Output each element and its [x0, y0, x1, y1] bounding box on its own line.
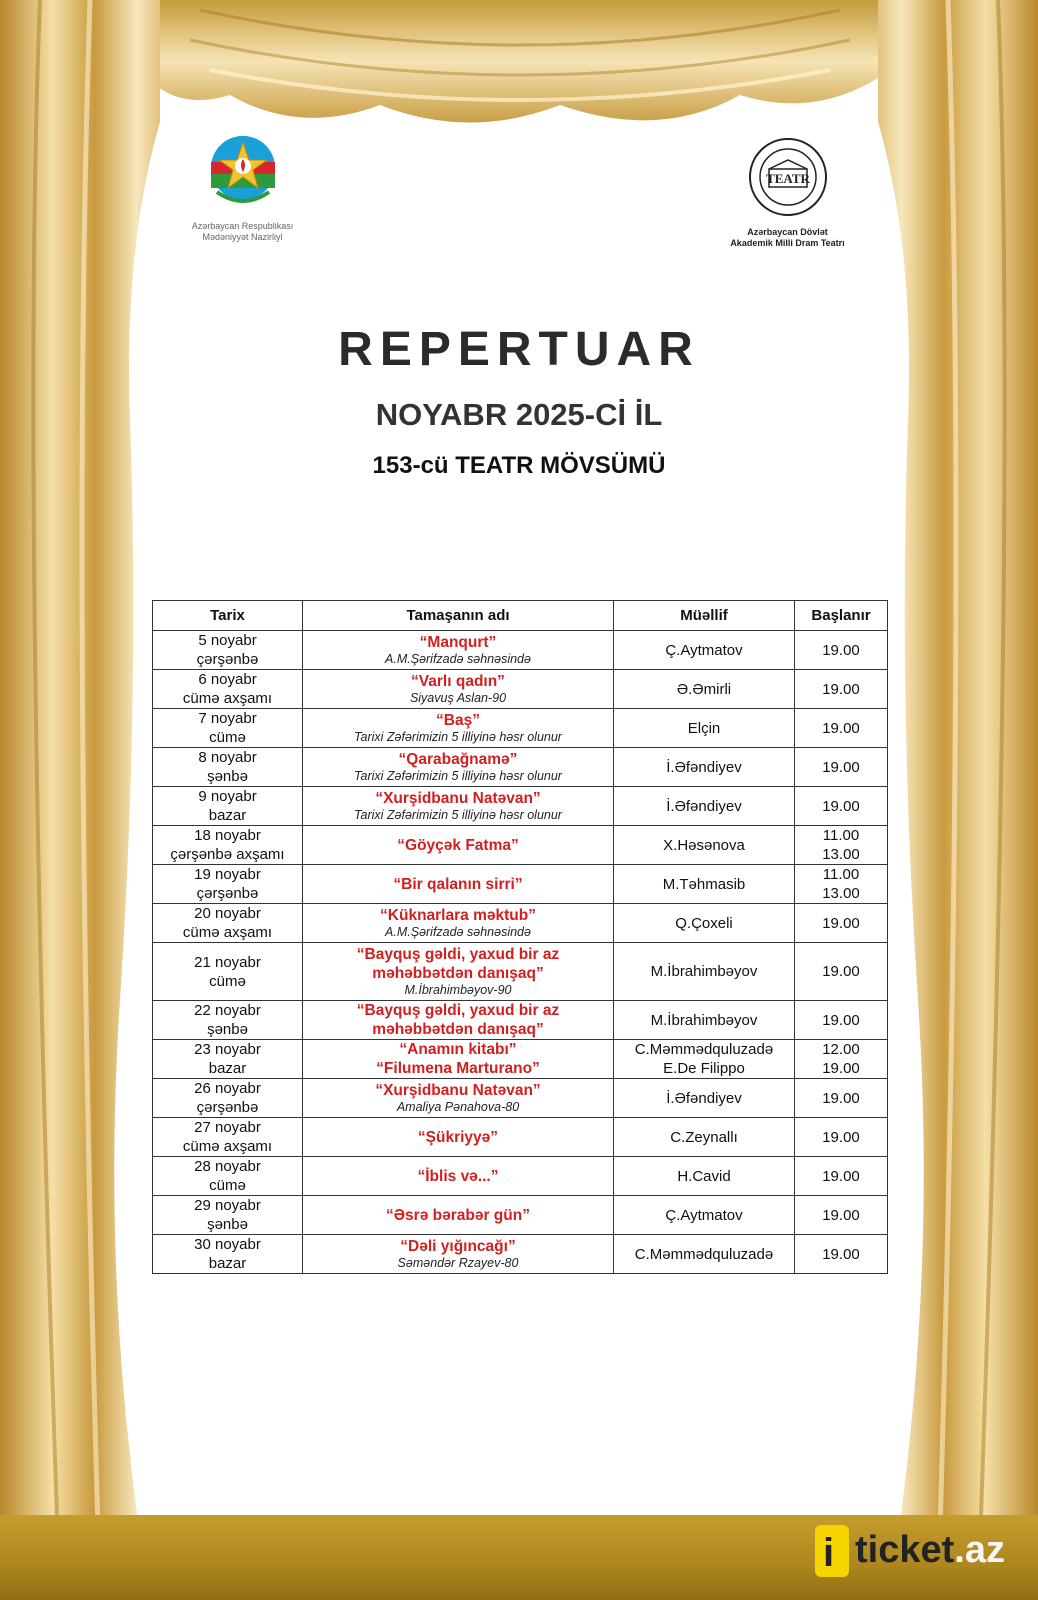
column-header-title: Tamaşanın adı [303, 601, 614, 631]
title-cell [303, 943, 614, 1001]
author-name: İ.Əfəndiyev [666, 758, 742, 776]
table-row [153, 748, 888, 787]
start-time: 19.00 [822, 914, 860, 932]
title-cell [303, 1079, 614, 1118]
author-cell [614, 1157, 795, 1196]
title-cell [303, 631, 614, 670]
start-time: 19.00 [822, 1128, 860, 1146]
start-time: 19.00 [822, 963, 860, 980]
play-note: Tarixi Zəfərimizin 5 illiyinə həsr olunur [354, 808, 562, 822]
curtain-right [878, 0, 1038, 1600]
weekday-text: cümə [209, 729, 246, 746]
play-title: “Şükriyyə” [417, 1128, 499, 1146]
play-note: Tarixi Zəfərimizin 5 illiyinə həsr olunur [354, 769, 562, 783]
date-cell [153, 904, 303, 943]
ministry-caption-line1: Azərbaycan Respublikası [191, 221, 294, 231]
play-title: “Xurşidbanu Natəvan” [375, 1082, 541, 1099]
title-cell [303, 865, 614, 904]
iticket-tld: .az [954, 1529, 1005, 1571]
play-note: Amaliya Pənahova-80 [396, 1100, 520, 1114]
table-row [153, 631, 888, 670]
start-time-cell [795, 1001, 888, 1040]
play-title: “Dəli yığıncağı” [400, 1238, 516, 1255]
weekday-text: şənbə [207, 1216, 248, 1233]
title-cell [303, 1001, 614, 1040]
title-cell [303, 1157, 614, 1196]
author-name: Ç.Aytmatov [665, 1206, 743, 1224]
author-cell [614, 1001, 795, 1040]
date-cell [153, 943, 303, 1001]
author-name: İ.Əfəndiyev [666, 797, 742, 815]
table-row [153, 787, 888, 826]
play-title: “Anamın kitabı” [399, 1041, 517, 1058]
start-time-cell [795, 1157, 888, 1196]
table-body [153, 631, 888, 1274]
date-text: 7 noyabr [198, 710, 257, 727]
date-cell [153, 865, 303, 904]
weekday-text: çərşənbə axşamı [170, 846, 285, 863]
table-row [153, 826, 888, 865]
weekday-text: çərşənbə [196, 1099, 259, 1116]
play-title: “Varlı qadın” [411, 673, 505, 690]
date-text: 29 noyabr [194, 1197, 261, 1214]
title-cell [303, 748, 614, 787]
iticket-logo[interactable] [815, 1515, 1038, 1600]
theatre-logo [720, 136, 855, 249]
author-name: Elçin [687, 719, 721, 737]
author-cell [614, 748, 795, 787]
author-name: İ.Əfəndiyev [666, 1089, 742, 1107]
iticket-badge-letter: i [823, 1531, 835, 1575]
author-cell [614, 709, 795, 748]
weekday-text: cümə [209, 972, 246, 990]
table-row [153, 943, 888, 1001]
start-time-cell [795, 787, 888, 826]
date-cell [153, 631, 303, 670]
date-cell [153, 787, 303, 826]
table-row [153, 1235, 888, 1274]
author-name: M.İbrahimbəyov [650, 963, 758, 980]
start-time: 12.00 [822, 1041, 860, 1058]
season-heading: 153-cü TEATR MÖVSÜMÜ [372, 452, 666, 479]
play-title: “Küknarlara məktub” [380, 907, 536, 924]
author-name: Ç.Aytmatov [665, 641, 743, 659]
start-time: 19.00 [822, 680, 860, 698]
date-cell [153, 709, 303, 748]
start-time-cell [795, 1040, 888, 1079]
weekday-text: bazar [208, 1255, 247, 1272]
theatre-caption-line2: Akademik Milli Dram Teatrı [730, 238, 845, 248]
author-cell [614, 631, 795, 670]
title-cell [303, 1118, 614, 1157]
play-note: A.M.Şərifzadə səhnəsində [385, 652, 531, 666]
theatre-seal-icon [747, 136, 829, 218]
date-cell [153, 670, 303, 709]
start-time: 19.00 [822, 1089, 860, 1107]
author-name: M.İbrahimbəyov [650, 1011, 758, 1029]
start-time-cell [795, 865, 888, 904]
author-name: E.De Filippo [663, 1060, 745, 1077]
date-text: 8 noyabr [198, 749, 257, 766]
start-time-cell [795, 943, 888, 1001]
play-title: “Bir qalanın sirri” [393, 875, 523, 893]
table-row [153, 1196, 888, 1235]
date-text: 23 noyabr [194, 1041, 261, 1058]
date-cell [153, 1040, 303, 1079]
weekday-text: şənbə [207, 1021, 248, 1038]
author-cell [614, 1118, 795, 1157]
table-row [153, 865, 888, 904]
play-title: “Bayquş gəldi, yaxud bir az [356, 1002, 560, 1019]
author-name: Ə.Əmirli [676, 680, 732, 698]
date-cell [153, 1118, 303, 1157]
month-heading: NOYABR 2025-Cİ İL [375, 397, 663, 432]
table-header-row [153, 601, 888, 631]
author-cell [614, 865, 795, 904]
title-cell [303, 787, 614, 826]
table-row [153, 1001, 888, 1040]
weekday-text: cümə axşamı [182, 690, 273, 707]
start-time: 13.00 [822, 846, 860, 863]
weekday-text: bazar [208, 807, 247, 824]
start-time: 11.00 [822, 827, 860, 844]
weekday-text: cümə axşamı [182, 1138, 273, 1155]
author-name: M.Təhmasib [662, 875, 746, 893]
curtain-left [0, 0, 160, 1600]
page-title: REPERTUAR [338, 323, 700, 376]
start-time-cell [795, 1118, 888, 1157]
play-title: “Qarabağnamə” [398, 751, 518, 768]
start-time-cell [795, 709, 888, 748]
date-text: 21 noyabr [194, 953, 261, 971]
start-time: 19.00 [822, 797, 860, 815]
title-cell [303, 1196, 614, 1235]
date-cell [153, 1001, 303, 1040]
play-note: Səməndər Rzayev-80 [397, 1256, 519, 1270]
author-name: C.Məmmədquluzadə [634, 1041, 774, 1058]
table-row [153, 1118, 888, 1157]
date-text: 27 noyabr [194, 1119, 261, 1136]
table-row [153, 904, 888, 943]
play-title: “Göyçək Fatma” [397, 836, 519, 854]
date-cell [153, 826, 303, 865]
play-note: Tarixi Zəfərimizin 5 illiyinə həsr olunur [354, 730, 562, 744]
title-cell [303, 826, 614, 865]
title-cell [303, 1235, 614, 1274]
start-time: 19.00 [822, 1060, 860, 1077]
iticket-name: ticket [855, 1529, 955, 1571]
play-title: “Bayquş gəldi, yaxud bir az [356, 946, 560, 963]
theatre-caption-line1: Azərbaycan Dövlət [747, 227, 828, 237]
date-text: 30 noyabr [194, 1236, 261, 1253]
column-header-date: Tarix [153, 601, 303, 631]
play-title: məhəbbətdən danışaq” [372, 1021, 544, 1038]
date-text: 20 noyabr [194, 905, 261, 922]
repertoire-table [152, 600, 888, 1274]
author-name: H.Cavid [677, 1167, 731, 1185]
play-title: məhəbbətdən danışaq” [372, 965, 544, 982]
date-text: 5 noyabr [198, 632, 257, 649]
weekday-text: çərşənbə [196, 651, 259, 668]
iticket-badge [815, 1525, 849, 1577]
play-title: “Əsrə bərabər gün” [386, 1206, 530, 1224]
date-text: 19 noyabr [194, 866, 261, 883]
table-row [153, 670, 888, 709]
start-time: 19.00 [822, 1011, 860, 1029]
author-cell [614, 826, 795, 865]
theatre-seal-text: TEATR [765, 171, 810, 186]
start-time: 19.00 [822, 1167, 860, 1185]
start-time-cell [795, 1235, 888, 1274]
table-row [153, 1079, 888, 1118]
title-cell [303, 904, 614, 943]
weekday-text: şənbə [207, 768, 248, 785]
date-cell [153, 748, 303, 787]
play-title: “Xurşidbanu Natəvan” [375, 790, 541, 807]
ministry-logo [180, 132, 305, 243]
weekday-text: bazar [208, 1060, 247, 1077]
title-cell [303, 670, 614, 709]
title-cell [303, 1040, 614, 1079]
ministry-caption-line2: Mədəniyyət Nazirliyi [202, 232, 283, 242]
title-cell [303, 709, 614, 748]
iticket-wordmark [855, 1529, 1005, 1572]
play-title: “Filumena Marturano” [376, 1060, 540, 1077]
author-cell [614, 943, 795, 1001]
start-time-cell [795, 748, 888, 787]
author-name: C.Məmmədquluzadə [634, 1245, 774, 1263]
azerbaijan-emblem-icon [207, 132, 279, 212]
date-text: 28 noyabr [194, 1158, 261, 1175]
start-time: 19.00 [822, 719, 860, 737]
table-row [153, 709, 888, 748]
weekday-text: çərşənbə [196, 885, 259, 902]
author-cell [614, 787, 795, 826]
start-time-cell [795, 670, 888, 709]
author-cell [614, 1196, 795, 1235]
date-cell [153, 1196, 303, 1235]
author-name: X.Həsənova [663, 836, 745, 854]
start-time: 11.00 [822, 866, 860, 883]
date-cell [153, 1157, 303, 1196]
start-time-cell [795, 1196, 888, 1235]
date-cell [153, 1235, 303, 1274]
date-text: 26 noyabr [194, 1080, 261, 1097]
author-cell [614, 1079, 795, 1118]
start-time-cell [795, 826, 888, 865]
table-row [153, 1040, 888, 1079]
date-text: 18 noyabr [194, 827, 261, 844]
weekday-text: cümə axşamı [182, 924, 273, 941]
start-time-cell [795, 904, 888, 943]
author-cell [614, 1235, 795, 1274]
date-text: 9 noyabr [198, 788, 257, 805]
author-cell [614, 670, 795, 709]
play-note: A.M.Şərifzadə səhnəsində [385, 925, 531, 939]
start-time: 19.00 [822, 1206, 860, 1224]
column-header-author: Müəllif [614, 601, 795, 631]
start-time: 13.00 [822, 885, 860, 902]
author-cell [614, 904, 795, 943]
start-time: 19.00 [822, 758, 860, 776]
start-time: 19.00 [822, 641, 860, 659]
weekday-text: cümə [209, 1177, 246, 1194]
date-text: 6 noyabr [198, 671, 257, 688]
play-title: “Manqurt” [419, 634, 497, 651]
play-title: “İblis və...” [417, 1167, 499, 1185]
author-cell [614, 1040, 795, 1079]
start-time: 19.00 [822, 1245, 860, 1263]
date-text: 22 noyabr [194, 1002, 261, 1019]
column-header-start: Başlanır [795, 601, 888, 631]
author-name: Q.Çoxeli [675, 914, 733, 932]
play-title: “Baş” [436, 712, 480, 729]
table-row [153, 1157, 888, 1196]
play-note: M.İbrahimbəyov-90 [404, 983, 512, 997]
start-time-cell [795, 631, 888, 670]
start-time-cell [795, 1079, 888, 1118]
play-note: Siyavuş Aslan-90 [409, 691, 507, 705]
date-cell [153, 1079, 303, 1118]
author-name: C.Zeynallı [670, 1128, 738, 1146]
